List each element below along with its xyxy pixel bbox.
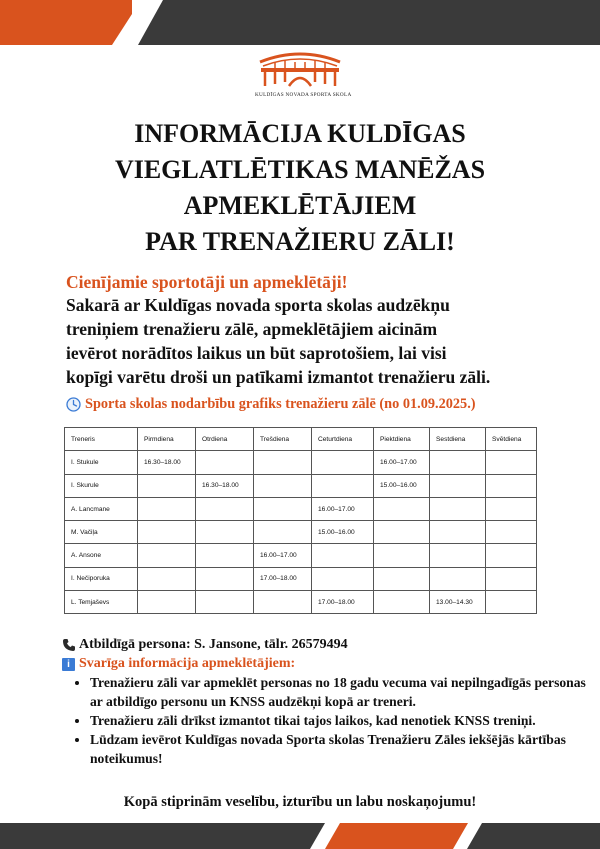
table-cell: [430, 451, 486, 474]
table-cell: [312, 451, 374, 474]
table-cell: 17.00–18.00: [254, 567, 312, 590]
info-heading-text: Svarīga informācija apmeklētājiem:: [79, 656, 296, 671]
logo-text: KULDĪGAS NOVADA SPORTA SKOLA: [255, 92, 352, 98]
table-cell: [312, 544, 374, 567]
header-cell: Sestdiena: [430, 428, 486, 451]
table-cell: [138, 497, 196, 520]
table-cell: [486, 451, 537, 474]
bridge-logo-icon: [255, 48, 345, 90]
table-cell: I. Nečiporuka: [65, 567, 138, 590]
list-item: • Trenažieru zāli drīkst izmantot tikai tajos laikos, kad nenotiek KNSS treniņi.: [90, 711, 590, 730]
table-cell: [312, 474, 374, 497]
table-cell: [254, 521, 312, 544]
table-row: [65, 451, 537, 474]
header-cell: Ceturtdiena: [312, 428, 374, 451]
closing-line: Kopā stiprinām veselību, izturību un labu noskaņojumu!: [123, 794, 477, 810]
intro-paragraph: [66, 293, 544, 389]
table-cell: 16.00–17.00: [374, 451, 430, 474]
table-cell: [486, 567, 537, 590]
table-cell: [486, 474, 537, 497]
title-line: VIEGLATLĒTIKAS MANĒŽAS: [114, 155, 486, 184]
table-cell: I. Stukule: [65, 451, 138, 474]
title-line: APMEKLĒTĀJIEM: [183, 191, 417, 220]
table-cell: [486, 521, 537, 544]
table-cell: [254, 497, 312, 520]
table-cell: [486, 497, 537, 520]
table-cell: M. Vačiļa: [65, 521, 138, 544]
header-cell: Pirmdiena: [138, 428, 196, 451]
table-cell: [196, 521, 254, 544]
table-cell: [138, 544, 196, 567]
info-icon: i: [62, 658, 75, 671]
table-cell: [196, 451, 254, 474]
table-cell: [430, 474, 486, 497]
info-heading: [62, 656, 295, 672]
table-cell: [486, 544, 537, 567]
intro-line: treniņiem trenažieru zālē, apmeklētājiem aicinām: [66, 319, 438, 339]
table-cell: [196, 567, 254, 590]
table-cell: 16.00–17.00: [312, 497, 374, 520]
table-cell: 16.00–17.00: [254, 544, 312, 567]
table-cell: [430, 544, 486, 567]
title-line: PAR TRENAŽIERU ZĀLI!: [145, 227, 455, 256]
header-cell: Svētdiena: [486, 428, 537, 451]
header-cell: Treneris: [65, 428, 138, 451]
table-cell: [374, 521, 430, 544]
table-cell: [138, 591, 196, 614]
table-row: [65, 567, 537, 590]
table-cell: L. Temjaševs: [65, 591, 138, 614]
table-cell: [196, 544, 254, 567]
header-cell: Trešdiena: [254, 428, 312, 451]
table-cell: [430, 521, 486, 544]
table-header-row: [65, 428, 537, 451]
list-item: • Lūdzam ievērot Kuldīgas novada Sporta skolas Trenažieru Zāles iekšējās kārtības noteikumus!: [90, 730, 590, 768]
header-cell: Piektdiena: [374, 428, 430, 451]
table-cell: [196, 497, 254, 520]
contact-person: [62, 637, 348, 653]
table-cell: [138, 521, 196, 544]
intro-line: Sakarā ar Kuldīgas novada sporta skolas audzēkņu: [66, 295, 450, 315]
school-logo: [255, 48, 352, 103]
table-cell: [374, 567, 430, 590]
schedule-title: [66, 396, 476, 413]
table-cell: 13.00–14.30: [430, 591, 486, 614]
schedule-title-text: Sporta skolas nodarbību grafiks trenažieru zālē (no 01.09.2025.): [85, 396, 476, 412]
table-cell: [254, 591, 312, 614]
table-row: [65, 497, 537, 520]
intro-line: ievērot norādītos laikus un būt saprotošiem, lai visi: [66, 343, 447, 363]
table-cell: [486, 591, 537, 614]
schedule-table: [64, 427, 537, 614]
table-row: [65, 521, 537, 544]
table-cell: 17.00–18.00: [312, 591, 374, 614]
table-cell: I. Skurule: [65, 474, 138, 497]
table-cell: 16.30–18.00: [196, 474, 254, 497]
table-cell: [254, 451, 312, 474]
table-row: [65, 544, 537, 567]
table-cell: [430, 497, 486, 520]
page-title: [60, 116, 540, 260]
rules-list: [76, 673, 590, 768]
table-cell: [430, 567, 486, 590]
table-cell: 16.30–18.00: [138, 451, 196, 474]
table-cell: [196, 591, 254, 614]
table-row: [65, 591, 537, 614]
table-cell: [374, 591, 430, 614]
intro-line: kopīgi varētu droši un patīkami izmantot trenažieru zāli.: [66, 367, 491, 387]
clock-icon: [66, 397, 81, 412]
list-item: • Trenažieru zāli var apmeklēt personas no 18 gadu vecuma vai nepilngadīgās personas ar atbildīgo personu un KNSS audzēkņi kopā ar treneri.: [90, 673, 590, 711]
header-cell: Otrdiena: [196, 428, 254, 451]
table-cell: A. Ansone: [65, 544, 138, 567]
table-cell: [138, 567, 196, 590]
table-cell: A. Lancmane: [65, 497, 138, 520]
table-cell: [374, 544, 430, 567]
table-cell: [312, 567, 374, 590]
top-decoration: [0, 0, 600, 45]
table-cell: 15.00–16.00: [374, 474, 430, 497]
table-cell: [374, 497, 430, 520]
title-line: INFORMĀCIJA KULDĪGAS: [134, 119, 466, 148]
table-row: [65, 474, 537, 497]
bottom-decoration: [0, 823, 600, 849]
table-cell: [254, 474, 312, 497]
greeting: Cienījamie sportotāji un apmeklētāji!: [66, 272, 348, 292]
contact-text: Atbildīgā persona: S. Jansone, tālr. 26579494: [79, 637, 348, 652]
table-cell: 15.00–16.00: [312, 521, 374, 544]
table-cell: [138, 474, 196, 497]
phone-icon: [62, 638, 76, 652]
